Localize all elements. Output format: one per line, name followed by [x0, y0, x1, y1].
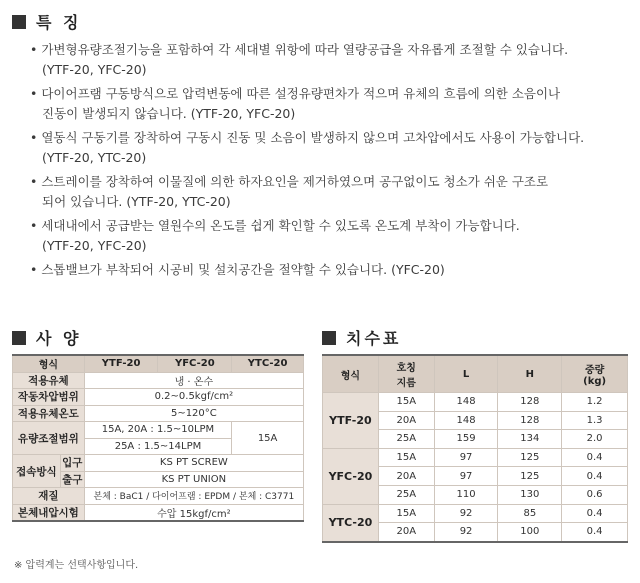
- dim-cell: 125: [498, 448, 562, 467]
- dim-header-h: H: [498, 355, 562, 393]
- dim-row: [323, 393, 628, 412]
- spec-row: [13, 422, 304, 439]
- spec-table: [12, 354, 304, 522]
- spec-row: [13, 389, 304, 406]
- spec-header-label: 형식: [13, 355, 85, 372]
- dim-cell: 125: [498, 467, 562, 486]
- dim-cell: 0.6: [562, 485, 628, 504]
- dim-cell: 15A: [378, 448, 434, 467]
- spec-row: [13, 488, 304, 505]
- spec-value: 15A, 20A : 1.5~10LPM: [84, 422, 232, 439]
- dim-cell: 130: [498, 485, 562, 504]
- feature-item: • 스톱밸브가 부착되어 시공비 및 설치공간을 절약할 수 있습니다. (YFC-20): [30, 260, 630, 280]
- features-title: 특 징: [36, 13, 82, 32]
- dim-cell: 0.4: [562, 504, 628, 523]
- feature-item: • 열동식 구동기를 장착하여 구동시 진동 및 소음이 발생하지 않으며 고차압에서도 사용이 가능합니다. (YTF-20, YTC-20): [30, 128, 630, 168]
- spec-sublabel: 출구: [60, 471, 84, 488]
- dim-cell: 0.4: [562, 448, 628, 467]
- spec-sublabel: 입구: [60, 455, 84, 472]
- spec-title: 사 양: [36, 329, 82, 348]
- dim-cell: 15A: [378, 504, 434, 523]
- spec-label: 적용유체: [13, 372, 85, 389]
- spec-value: 5~120°C: [84, 405, 303, 422]
- spec-heading: [12, 326, 81, 349]
- dim-model: YTC-20: [323, 504, 379, 542]
- spec-value: 0.2~0.5kgf/cm²: [84, 389, 303, 406]
- dim-cell: 128: [498, 393, 562, 412]
- features-list: [30, 40, 630, 284]
- square-bullet-icon: [12, 15, 26, 29]
- dim-cell: 25A: [378, 430, 434, 449]
- feature-item: • 세대내에서 공급받는 열원수의 온도를 쉽게 확인할 수 있도록 온도계 부착이 가능합니다. (YTF-20, YFC-20): [30, 216, 630, 256]
- spec-header-col: YTF-20: [84, 355, 158, 372]
- spec-value: KS PT SCREW: [84, 455, 303, 472]
- spec-label: 재질: [13, 488, 85, 505]
- spec-row: [13, 455, 304, 472]
- spec-value: 냉 · 온수: [84, 372, 303, 389]
- dimensions-title: 치수표: [346, 329, 402, 348]
- dim-cell: 134: [498, 430, 562, 449]
- spec-header-row: [13, 355, 304, 372]
- spec-value: 수압 15kgf/cm²: [84, 504, 303, 521]
- square-bullet-icon: [12, 331, 26, 345]
- spec-label: 유량조절범위: [13, 422, 85, 455]
- dim-cell: 1.3: [562, 411, 628, 430]
- dim-cell: 97: [434, 467, 498, 486]
- features-heading: [12, 10, 81, 33]
- dim-row: [323, 448, 628, 467]
- dim-cell: 15A: [378, 393, 434, 412]
- dim-header-size: 호칭 지름: [378, 355, 434, 393]
- dim-model: YFC-20: [323, 448, 379, 504]
- dimensions-table: [322, 354, 628, 543]
- dimensions-heading: [322, 326, 401, 349]
- feature-item: • 다이어프램 구동방식으로 압력변동에 따른 설정유량편차가 적으며 유체의 흐름에 의한 소음이나 진동이 발생되지 않습니다. (YTF-20, YFC-20): [30, 84, 630, 124]
- dim-header-model: 형식: [323, 355, 379, 393]
- spec-value: KS PT UNION: [84, 471, 303, 488]
- dim-cell: 85: [498, 504, 562, 523]
- dim-cell: 2.0: [562, 430, 628, 449]
- square-bullet-icon: [322, 331, 336, 345]
- dim-cell: 20A: [378, 411, 434, 430]
- spec-label: 작동차압범위: [13, 389, 85, 406]
- dim-model: YTF-20: [323, 393, 379, 449]
- dim-cell: 92: [434, 504, 498, 523]
- feature-item: • 가변형유량조절기능을 포함하여 각 세대별 위항에 따라 열량공급을 자유롭게 조절할 수 있습니다. (YTF-20, YFC-20): [30, 40, 630, 80]
- dim-cell: 1.2: [562, 393, 628, 412]
- spec-row: [13, 372, 304, 389]
- dim-cell: 159: [434, 430, 498, 449]
- dim-cell: 92: [434, 523, 498, 542]
- dim-cell: 0.4: [562, 523, 628, 542]
- dim-cell: 25A: [378, 485, 434, 504]
- spec-row: [13, 405, 304, 422]
- dim-cell: 100: [498, 523, 562, 542]
- spec-value: 25A : 1.5~14LPM: [84, 438, 232, 455]
- dim-header-row: [323, 355, 628, 393]
- dim-header-l: L: [434, 355, 498, 393]
- dim-cell: 148: [434, 411, 498, 430]
- dim-cell: 128: [498, 411, 562, 430]
- feature-item: • 스트레이를 장착하여 이물질에 의한 하자요인을 제거하였으며 공구없이도 청소가 쉬운 구조로 되어 있습니다. (YTF-20, YTC-20): [30, 172, 630, 212]
- spec-header-col: YFC-20: [158, 355, 232, 372]
- dim-header-weight: 중량 (kg): [562, 355, 628, 393]
- dim-cell: 148: [434, 393, 498, 412]
- spec-header-col: YTC-20: [232, 355, 304, 372]
- dim-cell: 20A: [378, 523, 434, 542]
- footnote: ※ 압력계는 선택사항입니다.: [14, 560, 139, 571]
- spec-label: 적용유체온도: [13, 405, 85, 422]
- spec-value: 본체 : BaC1 / 다이어프램 : EPDM / 본체 : C3771: [84, 488, 303, 505]
- dim-cell: 20A: [378, 467, 434, 486]
- dim-cell: 97: [434, 448, 498, 467]
- dim-cell: 0.4: [562, 467, 628, 486]
- spec-value: 15A: [232, 422, 304, 455]
- dim-cell: 110: [434, 485, 498, 504]
- dim-row: [323, 504, 628, 523]
- spec-label: 접속방식: [13, 455, 61, 488]
- spec-label: 본체내압시험: [13, 504, 85, 521]
- spec-row: [13, 504, 304, 521]
